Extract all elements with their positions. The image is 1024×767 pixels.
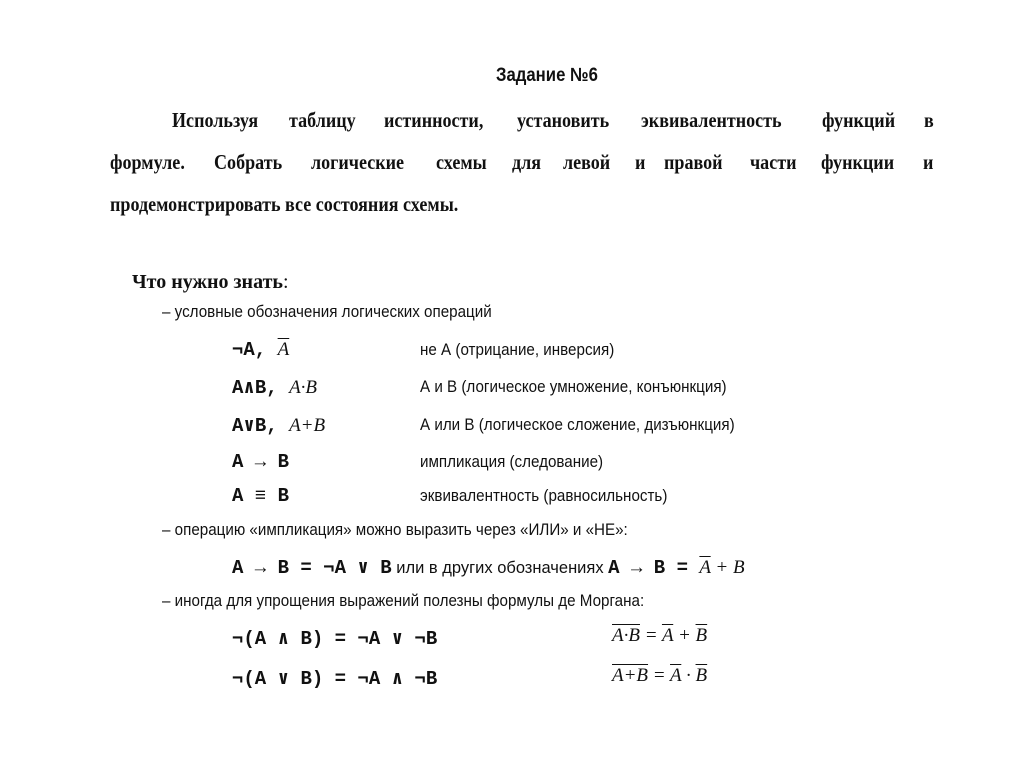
op-eq-desc: эквивалентность (равносильность) [420, 487, 668, 505]
op-eq-symbol: A ≡ B [232, 485, 290, 507]
op-not-symbol [232, 339, 289, 361]
morgan-b: $\overline{B}$ [695, 625, 708, 646]
bullet-notation: – условные обозначения логических операций [162, 303, 492, 321]
op-alt: A+B [289, 415, 326, 436]
implication-middle: или в других обозначениях [391, 559, 609, 577]
paragraph-word: истинности, [383, 108, 484, 132]
op-alt: $\overline{A}$ [277, 339, 290, 360]
paragraph-word: части [749, 150, 797, 174]
morgan-2-text: ¬(A ∨ B) = ¬A ∧ ¬B [232, 668, 438, 690]
morgan-2-math [612, 665, 707, 687]
implication-left: A → B = ¬A ∨ B [232, 557, 392, 579]
op-and-desc: А и В (логическое умножение, конъюнкция) [420, 378, 727, 396]
paragraph-word: Собрать [214, 150, 283, 174]
op-imp-desc: импликация (следование) [420, 453, 604, 471]
bullet-morgan: – иногда для упрощения выражений полезны формулы де Моргана: [162, 592, 645, 610]
bullet-implication: – операцию «импликация» можно выразить через «ИЛИ» и «НЕ»: [162, 521, 628, 539]
paragraph-word: для [512, 150, 542, 174]
paragraph-word: правой [664, 150, 723, 174]
task-title: Задание №6 [496, 65, 598, 86]
paragraph-word: Используя [172, 108, 259, 132]
paragraph-word: и [635, 150, 646, 174]
op-not-desc: не А (отрицание, инверсия) [420, 341, 615, 359]
section-heading [132, 271, 289, 294]
paragraph-word: функций [821, 108, 895, 132]
paragraph-word: схемы [435, 150, 487, 174]
paragraph-word: продемонстрировать все состояния схемы. [110, 192, 459, 216]
paragraph-word: эквивалентность [640, 108, 782, 132]
morgan-lhs: A+B [612, 665, 649, 686]
morgan-b: $\overline{B}$ [695, 665, 708, 686]
op-alt: A·B [289, 377, 318, 398]
op-symbol: ¬A, [232, 339, 267, 361]
paragraph-word: функции [820, 150, 894, 174]
implication-right-neg: $\overline{A}$ [699, 557, 711, 578]
op-or-desc: А или В (логическое сложение, дизъюнкция) [420, 416, 735, 434]
morgan-eq: = [648, 665, 671, 686]
paragraph-word: формуле. [110, 150, 185, 174]
paragraph-word: таблицу [289, 108, 356, 132]
morgan-1-math [612, 625, 707, 647]
morgan-op: · [681, 665, 696, 686]
op-and-symbol [232, 376, 317, 399]
morgan-eq: = [639, 625, 662, 646]
paragraph-word: в [923, 108, 934, 132]
heading-text: Что нужно знать [132, 271, 283, 293]
implication-right-rest: + B [710, 557, 745, 578]
heading-colon: : [282, 271, 289, 293]
task-paragraph-line-1 [172, 108, 935, 133]
morgan-a: $\overline{A}$ [670, 665, 682, 686]
implication-right-prefix: A → B = [608, 557, 700, 579]
paragraph-word: установить [516, 108, 609, 132]
task-paragraph-line-3 [110, 192, 935, 217]
morgan-a: $\overline{A}$ [661, 625, 674, 646]
morgan-lhs: A·B [612, 625, 640, 646]
morgan-1-text: ¬(A ∧ B) = ¬A ∨ ¬B [232, 628, 438, 650]
op-or-symbol [232, 414, 325, 437]
morgan-op: + [673, 625, 696, 646]
op-imp-symbol: A → B [232, 451, 290, 473]
paragraph-word: логические [310, 150, 404, 174]
paragraph-word: и [922, 150, 934, 174]
op-symbol: A∨B, [232, 415, 278, 437]
paragraph-word: левой [562, 150, 611, 174]
task-paragraph-line-2 [110, 150, 935, 175]
op-symbol: A∧B, [232, 377, 278, 399]
implication-formula [232, 556, 745, 579]
